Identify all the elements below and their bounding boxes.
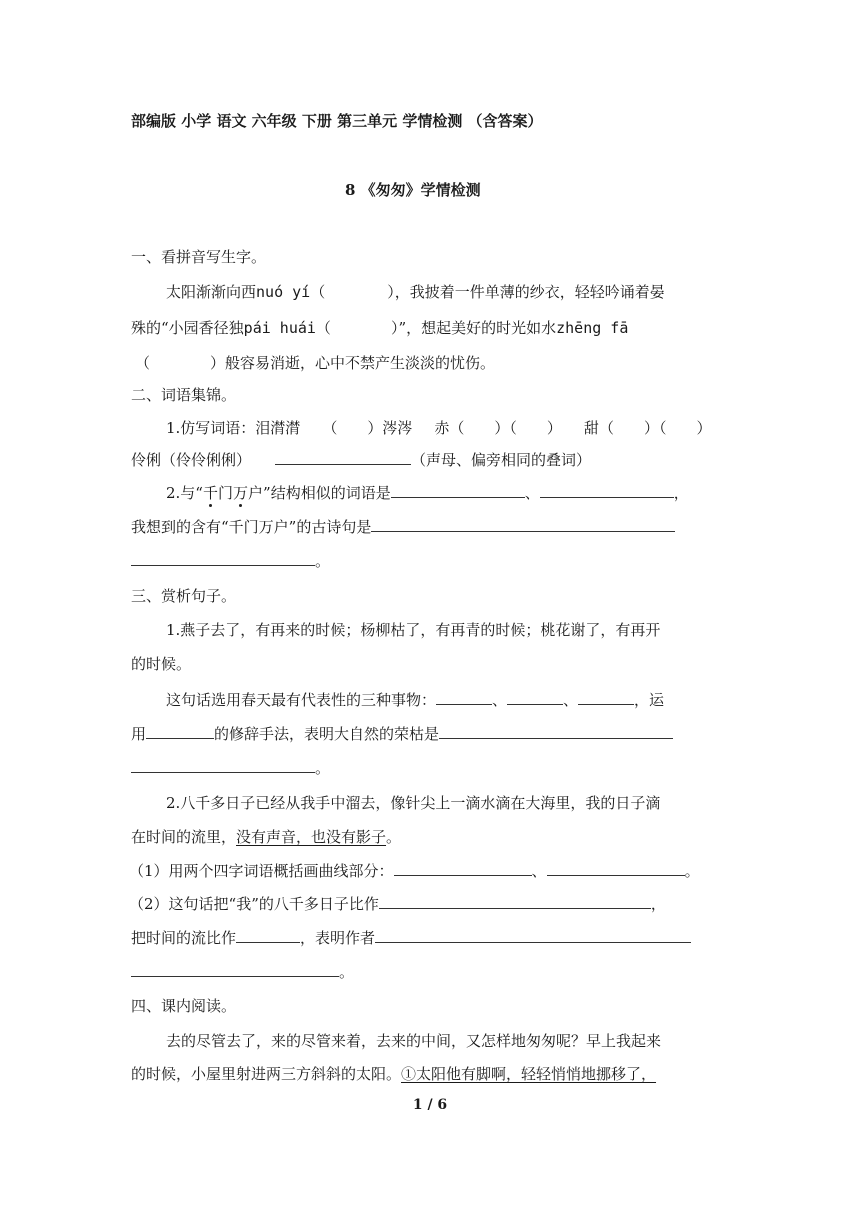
sec2-q1-line-1: 1.仿写词语：泪潸潸 （ ）涔涔 赤（ ）（ ） 甜（ ）（ ） <box>166 419 712 437</box>
sec2-q1-line-2: 伶俐（伶伶俐俐） （声母、偏旁相同的叠词） <box>131 451 592 469</box>
underlined-sentence-1: ①太阳他有脚啊，轻轻悄悄地挪移了， <box>401 1065 657 1083</box>
sec3-q1-line-5: 。 <box>131 758 330 778</box>
pinyin-nuoyi: nuó yí <box>256 283 311 301</box>
sec3-q2-sub-1: （1）用两个四字词语概括画曲线部分： 、 。 <box>129 862 700 880</box>
wavy-underlined-phrase: 没有声音，也没有影子 <box>236 828 387 846</box>
sec4-para-line-1: 去的尽管去了，来的尽管来着，去来的中间，又怎样地匆匆呢？早上我起来 <box>166 1032 662 1050</box>
sec3-q2-line-1: 2.八千多日子已经从我手中溜去，像针尖上一滴水滴在大海里，我的日子滴 <box>166 794 661 812</box>
sec3-q1-line-1: 1.燕子去了，有再来的时候；杨柳枯了，有再青的时候；桃花谢了，有再开 <box>166 621 661 639</box>
sec2-q2-line-1: 2.与“千门万户”结构相似的词语是 、 ， <box>166 484 689 502</box>
section-2-heading: 二、词语集锦。 <box>131 386 237 404</box>
sec1-line-3: （ ）般容易消逝，心中不禁产生淡淡的忧伤。 <box>135 354 496 372</box>
pinyin-paihuai: pái huái <box>243 319 316 337</box>
section-4-heading: 四、课内阅读。 <box>131 997 237 1015</box>
sec3-q2-sub-3: 把时间的流比作 ，表明作者 <box>131 928 691 948</box>
document-title: 部编版 小学 语文 六年级 下册 第三单元 学情检测 （含答案） <box>131 112 543 130</box>
sec3-q2-line-2: 在时间的流里，没有声音，也没有影子。 <box>131 828 402 846</box>
sec3-q1-line-2: 的时候。 <box>131 655 192 673</box>
sec1-line-1: 太阳渐渐向西nuó yí（ ），我披着一件单薄的纱衣，轻轻吟诵着晏 <box>166 283 665 301</box>
page-number: 1 / 6 <box>412 1097 448 1113</box>
sec2-q2-line-2: 我想到的含有“千门万户”的古诗句是 <box>131 517 675 537</box>
sec2-q2-line-3: 。 <box>131 551 330 571</box>
section-3-heading: 三、赏析句子。 <box>131 587 237 605</box>
section-1-heading: 一、看拼音写生字。 <box>131 248 267 266</box>
sec1-line-2: 殊的“小园香径独pái huái（ ）”，想起美好的时光如水zhēng fā <box>131 319 629 337</box>
sec3-q2-sub-4: 。 <box>131 962 354 982</box>
lesson-title: 8 《匆匆》学情检测 <box>345 181 481 199</box>
sec3-q1-line-3: 这句话选用春天最有代表性的三种事物： 、 、 ，运 <box>166 691 665 709</box>
sec3-q1-line-4: 用 的修辞手法，表明大自然的荣枯是 <box>131 724 673 744</box>
sec4-para-line-2: 的时候，小屋里射进两三方斜斜的太阳。①太阳他有脚啊，轻轻悄悄地挪移了， <box>131 1065 657 1083</box>
sec3-q2-sub-2: （2）这句话把“我”的八千多日子比作 ， <box>129 895 666 913</box>
pinyin-zhengfa: zhēng fā <box>556 319 629 337</box>
